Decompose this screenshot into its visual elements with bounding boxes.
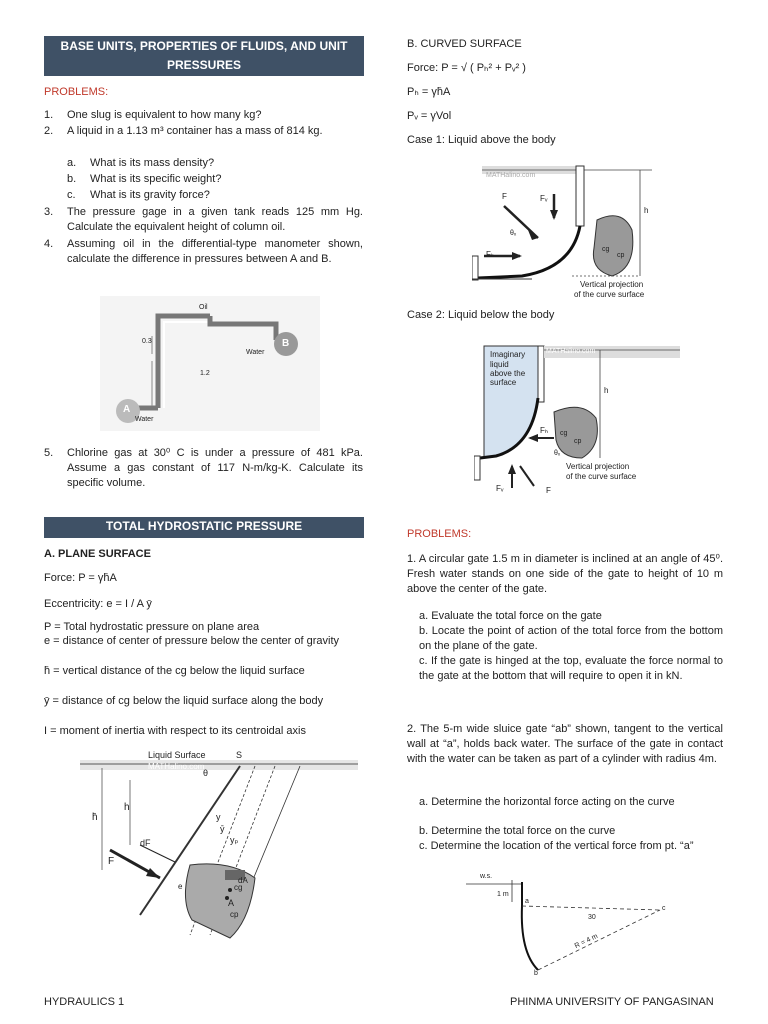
caption-line: of the curve surface xyxy=(574,290,645,299)
section-header-text: TOTAL HYDROSTATIC PRESSURE xyxy=(105,519,303,533)
imaginary-label: liquid xyxy=(490,360,509,369)
imaginary-label: Imaginary xyxy=(490,350,526,359)
problem-text: One slug is equivalent to how many kg? xyxy=(67,109,262,121)
cp-label: cp xyxy=(230,910,239,919)
theta-label: θₓ xyxy=(554,450,561,457)
s-label: S xyxy=(236,750,243,760)
definition: ȳ = distance of cg below the liquid surface along the body xyxy=(44,695,324,707)
sub-item-text: a. Evaluate the total force on the gate xyxy=(419,610,602,622)
h-label: h xyxy=(124,802,130,813)
curved-surface-title: B. CURVED SURFACE xyxy=(407,38,522,50)
imaginary-label: surface xyxy=(490,378,517,387)
watermark-label: MATHalino.com xyxy=(486,172,536,179)
caption-line: Vertical projection xyxy=(566,462,630,471)
h-label: h xyxy=(604,386,609,395)
water-label: Water xyxy=(135,416,154,423)
f-label: F xyxy=(108,856,115,867)
sub-item-text: b. Locate the point of action of the total force from the bottom on the plane of the gate. xyxy=(419,625,723,652)
ph-formula: Pₕ = γh̄A xyxy=(407,86,451,98)
force-formula: Force: P = γh̄A xyxy=(44,572,117,584)
problem-number: 2. xyxy=(44,125,54,137)
curved-case2-figure xyxy=(474,338,684,498)
sub-item-text: a. Determine the horizontal force acting on the curve xyxy=(419,796,675,808)
h-label: h xyxy=(644,206,649,215)
sub-item-letter: b. xyxy=(67,173,77,185)
point-b-label: b xyxy=(534,970,538,977)
yp-label: yₚ xyxy=(230,835,239,845)
problem-text: 1. A circular gate 1.5 m in diameter is inclined at an angle of 45⁰. Fresh water stands on one side of the gate to height of 10 m above the center of the gate. xyxy=(407,553,723,595)
problem-number: 1. xyxy=(44,109,54,121)
water-label: Water xyxy=(246,349,265,356)
sub-item-letter: c. xyxy=(67,189,76,201)
case2-label: Case 2: Liquid below the body xyxy=(407,309,555,321)
hbar-label: h̄ xyxy=(92,812,98,823)
point-c-label: c xyxy=(662,905,666,912)
plane-surface-title: A. PLANE SURFACE xyxy=(44,548,151,560)
problem-number: 5. xyxy=(44,447,54,459)
curved-force-formula: Force: P = √ ( Pₕ² + Pᵥ² ) xyxy=(407,62,526,74)
case1-label: Case 1: Liquid above the body xyxy=(407,134,556,146)
footer-school: PHINMA UNIVERSITY OF PANGASINAN xyxy=(510,996,714,1008)
y-label: y xyxy=(216,812,221,822)
definition: e = distance of center of pressure below the center of gravity xyxy=(44,635,340,647)
one-m-label: 1 m xyxy=(497,891,509,898)
ybar-label: ȳ xyxy=(220,824,225,834)
f-label: F xyxy=(546,486,551,495)
point-a-label: a xyxy=(525,898,529,905)
sub-item-text: What is its mass density? xyxy=(90,157,215,169)
cg-label: cg xyxy=(602,246,610,253)
watermark-label: MATHalino.com xyxy=(546,348,596,355)
cp-label: cp xyxy=(617,252,625,259)
definition: h̄ = vertical distance of the cg below the liquid surface xyxy=(44,665,305,677)
fv-label: Fᵥ xyxy=(496,484,504,493)
radius-label: R = 4 m xyxy=(573,932,599,951)
imaginary-label: above the xyxy=(490,369,526,378)
manometer-figure xyxy=(100,296,320,431)
definition: I = moment of inertia with respect to its centroidal axis xyxy=(44,725,306,737)
plane-surface-figure xyxy=(80,750,360,940)
da-label: dA xyxy=(238,876,248,885)
section-header-hydrostatic xyxy=(44,517,364,538)
footer-course: HYDRAULICS 1 xyxy=(44,996,125,1008)
sub-item-letter: a. xyxy=(67,157,77,169)
eccentricity-formula: Eccentricity: e = I / A ȳ xyxy=(44,598,152,610)
problem-number: 3. xyxy=(44,206,54,218)
problems-label: PROBLEMS: xyxy=(407,528,472,540)
sluice-gate-figure xyxy=(462,872,692,982)
a-label: A xyxy=(228,898,235,908)
cg-label: cg xyxy=(560,430,568,437)
sub-item-text: c. Determine the location of the vertical force from pt. “a” xyxy=(419,840,694,852)
water-surface-label: w.s. xyxy=(480,873,493,880)
curved-case1-figure xyxy=(472,158,682,303)
sub-item-text: b. Determine the total force on the curve xyxy=(419,825,616,837)
problem-text: Assuming oil in the differential-type manometer shown, calculate the difference in pressures between A and B. xyxy=(67,238,363,265)
point-b-label: B xyxy=(282,338,290,349)
oil-label: Oil xyxy=(199,304,208,311)
point-a-label: A xyxy=(123,404,131,415)
e-label: e xyxy=(178,882,183,891)
cg-label: cg xyxy=(234,883,243,892)
fh-label: Fₕ xyxy=(540,426,549,435)
df-label: dF xyxy=(140,838,151,848)
liquid-surface-label: Liquid Surface xyxy=(148,750,206,760)
problem-text: A liquid in a 1.13 m³ container has a mass of 814 kg. xyxy=(67,125,323,137)
theta-label: θₓ xyxy=(510,230,517,237)
dimension-label: 1.2 xyxy=(200,370,210,377)
fv-label: Fᵥ xyxy=(540,194,548,203)
section-header-text: BASE UNITS, PROPERTIES OF FLUIDS, AND UNIT PRESSURES xyxy=(60,39,348,72)
pv-formula: Pᵥ = γVol xyxy=(407,110,452,122)
problem-text: 2. The 5-m wide sluice gate “ab” shown, tangent to the vertical wall at “a”, holds back water. The surface of the gate in contact with the water can be taken as part of a cylinder with radius 4m. xyxy=(407,723,723,765)
sub-item-text: What is its gravity force? xyxy=(90,189,210,201)
theta-label: θ xyxy=(203,768,209,778)
problem-number: 4. xyxy=(44,238,54,250)
problem-text: The pressure gage in a given tank reads 125 mm Hg. Calculate the equivalent height of column oil. xyxy=(67,206,363,233)
caption-line: of the curve surface xyxy=(566,472,637,481)
sub-item-text: c. If the gate is hinged at the top, evaluate the force normal to the gate at the bottom that will require to open it in kN. xyxy=(419,655,723,682)
fh-label: Fₕ xyxy=(486,250,495,259)
definition: P = Total hydrostatic pressure on plane area xyxy=(44,621,260,633)
caption-line: Vertical projection xyxy=(580,280,644,289)
sub-item-text: What is its specific weight? xyxy=(90,173,222,185)
cp-label: cp xyxy=(574,438,582,445)
watermark-label: MATHalino.com xyxy=(148,762,205,771)
dimension-label: 0.3 xyxy=(142,338,152,345)
angle-label: 30 xyxy=(588,914,596,921)
f-label: F xyxy=(502,192,507,201)
section-header-base-units xyxy=(44,36,364,76)
problem-text: Chlorine gas at 30⁰ C is under a pressure of 481 kPa. Assume a gas constant of 117 N-m/kg-K. Calculate its specific volume. xyxy=(67,447,363,489)
problems-label: PROBLEMS: xyxy=(44,86,109,98)
